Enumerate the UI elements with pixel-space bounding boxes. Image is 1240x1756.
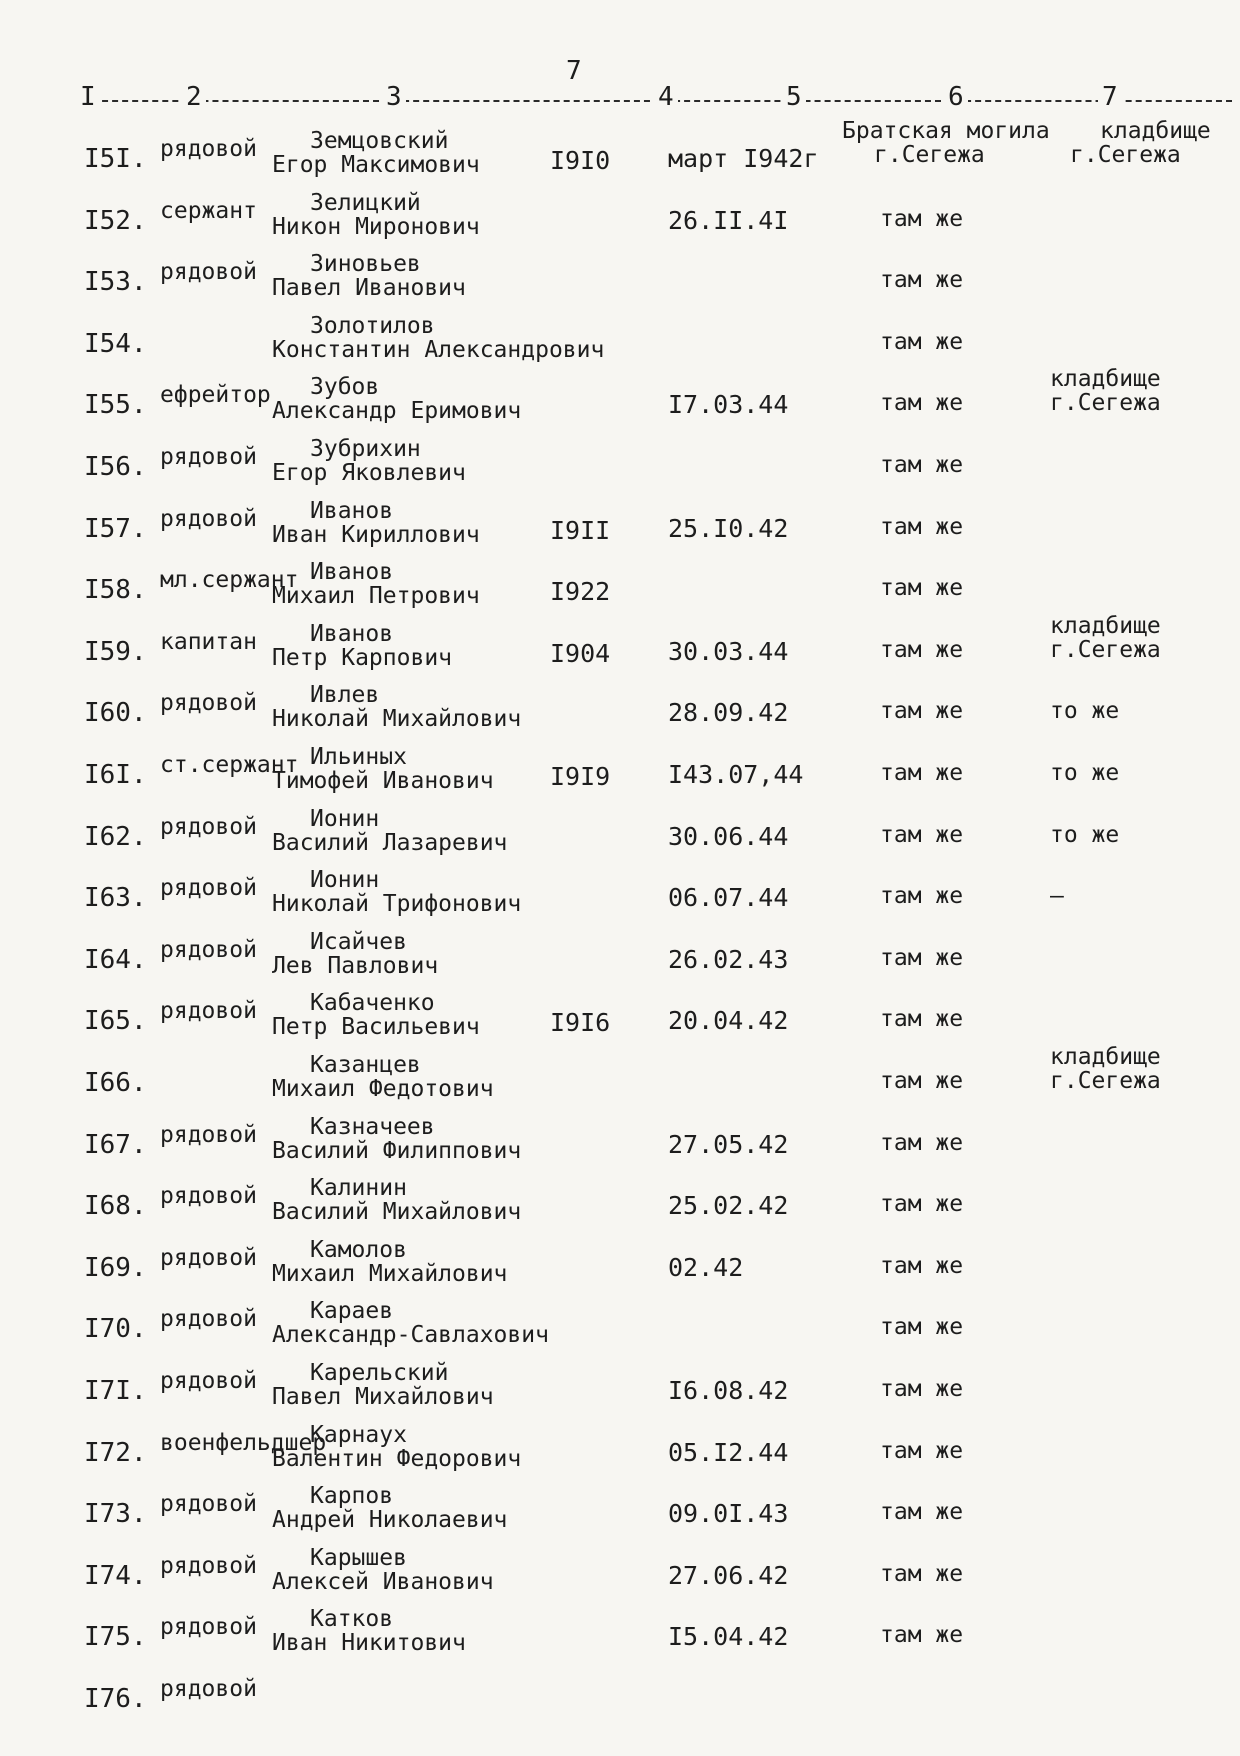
table-row bbox=[0, 189, 1240, 252]
record-rank: рядовой bbox=[160, 1552, 257, 1579]
record-rank: рядовой bbox=[160, 1491, 257, 1518]
record-rank: рядовой bbox=[160, 1244, 257, 1271]
record-rank: рядовой bbox=[160, 813, 257, 840]
record-death-date: 30.06.44 bbox=[668, 821, 789, 851]
record-given-names: Петр Карпович bbox=[272, 644, 453, 671]
record-burial-place: там же bbox=[880, 267, 964, 294]
record-number: I66. bbox=[84, 1068, 147, 1098]
table-row bbox=[0, 869, 1240, 929]
record-birth-year: I904 bbox=[550, 638, 611, 668]
record-given-names: Василий Филиппович bbox=[272, 1137, 522, 1164]
record-surname: Ионин bbox=[310, 867, 380, 894]
record-rank: ефрейтор bbox=[160, 382, 271, 409]
record-burial-place: там же bbox=[880, 328, 964, 355]
record-surname: Ивлев bbox=[310, 682, 380, 709]
header-cemetery-line2: г.Сегежа bbox=[1070, 142, 1181, 168]
record-burial-place: там же bbox=[880, 944, 964, 971]
record-number: I7I. bbox=[84, 1376, 147, 1406]
record-given-names: Василий Лазаревич bbox=[272, 829, 508, 856]
record-given-names: Николай Михайлович bbox=[272, 706, 522, 733]
record-rank: рядовой bbox=[160, 1306, 257, 1333]
record-burial-place: там же bbox=[880, 1622, 964, 1649]
record-surname: Камолов bbox=[310, 1236, 407, 1263]
record-surname: Карельский bbox=[310, 1360, 449, 1386]
table-row bbox=[0, 253, 1240, 313]
record-rank: рядовой bbox=[160, 1121, 257, 1148]
record-burial-place: там же bbox=[880, 452, 964, 478]
record-given-names: Андрей Николаевич bbox=[272, 1507, 508, 1534]
record-given-names: Валентин Федорович bbox=[272, 1445, 522, 1472]
record-given-names: Тимофей Иванович bbox=[272, 768, 494, 794]
record-note-line2: г.Сегежа bbox=[1050, 1068, 1161, 1094]
column-number-6: 6 bbox=[944, 82, 968, 112]
record-number: I55. bbox=[84, 390, 147, 421]
record-given-names: Лев Павлович bbox=[272, 952, 439, 979]
record-given-names: Константин Александрович bbox=[272, 336, 605, 363]
record-death-date: 02.42 bbox=[668, 1252, 744, 1282]
record-death-date: 26.II.4I bbox=[668, 205, 789, 235]
record-surname: Кабаченко bbox=[310, 990, 435, 1017]
record-burial-place: там же bbox=[880, 390, 964, 417]
record-given-names: Никон Миронович bbox=[272, 213, 480, 240]
header-burial-line2: г.Сегежа bbox=[874, 142, 985, 168]
record-rank: рядовой bbox=[160, 1368, 257, 1394]
column-number-4: 4 bbox=[654, 82, 678, 112]
table-row bbox=[0, 928, 1240, 991]
record-burial-place: там же bbox=[880, 1560, 964, 1587]
record-death-date: март I942г bbox=[668, 144, 819, 173]
record-rank: рядовой bbox=[160, 936, 257, 963]
table-row bbox=[0, 1608, 1240, 1668]
record-burial-place: там же bbox=[880, 698, 964, 725]
record-birth-year: I9I6 bbox=[550, 1008, 611, 1038]
record-given-names: Василий Михайлович bbox=[272, 1199, 522, 1226]
record-number: I67. bbox=[84, 1129, 147, 1160]
table-row bbox=[0, 1113, 1240, 1176]
record-note-line2: – bbox=[1050, 883, 1064, 910]
table-row bbox=[0, 684, 1240, 744]
record-burial-place: там же bbox=[880, 760, 964, 786]
record-note-line2: г.Сегежа bbox=[1050, 636, 1161, 663]
record-burial-place: там же bbox=[880, 1376, 964, 1402]
record-rank: рядовой bbox=[160, 444, 257, 470]
record-death-date: 27.06.42 bbox=[668, 1560, 789, 1590]
table-row bbox=[0, 1544, 1240, 1607]
column-number-3: 3 bbox=[382, 82, 406, 112]
page-number: 7 bbox=[566, 56, 582, 86]
column-number-5: 5 bbox=[782, 82, 806, 112]
table-row bbox=[0, 130, 1240, 190]
record-rank: рядовой bbox=[160, 875, 257, 902]
table-row bbox=[0, 1300, 1240, 1360]
record-burial-place: там же bbox=[880, 1129, 964, 1156]
record-given-names: Михаил Михайлович bbox=[272, 1260, 508, 1287]
record-death-date: I7.03.44 bbox=[668, 390, 789, 420]
table-row bbox=[0, 612, 1240, 683]
record-death-date: 06.07.44 bbox=[668, 883, 789, 913]
record-death-date: 26.02.43 bbox=[668, 944, 789, 974]
record-number: I59. bbox=[84, 636, 147, 667]
column-number-7: 7 bbox=[1098, 82, 1122, 112]
record-number: I62. bbox=[84, 821, 147, 852]
record-number: I76. bbox=[84, 1684, 147, 1714]
record-rank: рядовой bbox=[160, 1614, 257, 1641]
record-burial-place: там же bbox=[880, 205, 964, 232]
record-number: I5I. bbox=[84, 144, 147, 174]
record-burial-place: там же bbox=[880, 1068, 964, 1094]
record-rank: рядовой bbox=[160, 1676, 257, 1702]
record-given-names: Петр Васильевич bbox=[272, 1014, 480, 1041]
table-row bbox=[0, 366, 1240, 436]
record-surname: Зелицкий bbox=[310, 189, 421, 216]
record-rank: сержант bbox=[160, 197, 257, 224]
record-rank: рядовой bbox=[160, 998, 257, 1025]
record-number: I53. bbox=[84, 267, 147, 298]
record-surname: Катков bbox=[310, 1606, 394, 1633]
record-note-line1: кладбище bbox=[1050, 612, 1161, 639]
record-surname: Земцовский bbox=[310, 128, 449, 154]
record-death-date: I6.08.42 bbox=[668, 1376, 789, 1405]
record-rank: рядовой bbox=[160, 505, 257, 532]
record-rank: рядовой bbox=[160, 259, 257, 286]
record-number: I73. bbox=[84, 1499, 147, 1530]
table-row bbox=[0, 497, 1240, 560]
record-burial-place: там же bbox=[880, 1252, 964, 1279]
table-row bbox=[0, 1044, 1240, 1114]
record-rank: капитан bbox=[160, 628, 257, 655]
record-surname: Зиновьев bbox=[310, 251, 421, 278]
record-surname: Калинин bbox=[310, 1175, 407, 1202]
table-row bbox=[0, 1236, 1240, 1299]
record-note-line2: то же bbox=[1050, 698, 1120, 725]
record-rank: ст.сержант bbox=[160, 752, 299, 778]
record-number: I63. bbox=[84, 883, 147, 914]
record-death-date: 25.02.42 bbox=[668, 1191, 789, 1221]
record-death-date: 05.I2.44 bbox=[668, 1437, 789, 1467]
record-burial-place: там же bbox=[880, 636, 964, 663]
record-burial-place: там же bbox=[880, 1314, 964, 1341]
record-burial-place: там же bbox=[880, 1499, 964, 1526]
record-surname: Ионин bbox=[310, 805, 380, 832]
record-number: I58. bbox=[84, 575, 147, 606]
record-death-date: 27.05.42 bbox=[668, 1129, 789, 1159]
record-birth-year: I9I9 bbox=[550, 762, 611, 791]
record-surname: Карнаух bbox=[310, 1421, 407, 1448]
record-rank: рядовой bbox=[160, 136, 257, 162]
record-death-date: 09.0I.43 bbox=[668, 1499, 789, 1529]
record-burial-place: там же bbox=[880, 821, 964, 848]
record-given-names: Александр Еримович bbox=[272, 398, 522, 425]
record-note-line2: то же bbox=[1050, 760, 1120, 786]
record-number: I75. bbox=[84, 1622, 147, 1653]
table-row bbox=[0, 1362, 1240, 1422]
record-given-names: Алексей Иванович bbox=[272, 1568, 494, 1595]
record-death-date: 30.03.44 bbox=[668, 636, 789, 666]
record-given-names: Павел Иванович bbox=[272, 275, 466, 302]
record-burial-place: там же bbox=[880, 1191, 964, 1218]
record-number: I70. bbox=[84, 1314, 147, 1345]
record-death-date: 28.09.42 bbox=[668, 698, 789, 728]
record-surname: Исайчев bbox=[310, 928, 407, 955]
record-number: I52. bbox=[84, 205, 147, 236]
record-surname: Иванов bbox=[310, 497, 394, 524]
record-death-date: I43.07,44 bbox=[668, 760, 804, 789]
record-given-names: Михаил Федотович bbox=[272, 1076, 494, 1102]
table-row bbox=[0, 1485, 1240, 1545]
record-rank: военфельдшер bbox=[160, 1429, 327, 1456]
record-birth-year: I9I0 bbox=[550, 146, 611, 175]
record-number: I54. bbox=[84, 328, 147, 359]
record-surname: Золотилов bbox=[310, 312, 435, 339]
record-note-line2: г.Сегежа bbox=[1050, 390, 1161, 417]
record-surname: Караев bbox=[310, 1298, 394, 1325]
record-birth-year: I922 bbox=[550, 577, 611, 607]
record-surname: Иванов bbox=[310, 620, 394, 647]
record-surname: Зубрихин bbox=[310, 436, 421, 462]
record-number: I60. bbox=[84, 698, 147, 729]
record-given-names: Егор Яковлевич bbox=[272, 460, 466, 486]
record-burial-place: там же bbox=[880, 513, 964, 540]
record-number: I74. bbox=[84, 1560, 147, 1591]
record-number: I65. bbox=[84, 1006, 147, 1037]
record-note-line1: кладбище bbox=[1050, 1044, 1161, 1070]
record-death-date: 25.I0.42 bbox=[668, 513, 789, 543]
record-given-names: Иван Никитович bbox=[272, 1630, 466, 1657]
table-row bbox=[0, 805, 1240, 868]
record-number: I68. bbox=[84, 1191, 147, 1222]
record-burial-place: там же bbox=[880, 575, 964, 602]
table-row bbox=[0, 438, 1240, 498]
record-given-names: Павел Михайлович bbox=[272, 1384, 494, 1410]
record-given-names: Николай Трифонович bbox=[272, 891, 522, 918]
record-surname: Иванов bbox=[310, 559, 394, 586]
record-surname: Карышев bbox=[310, 1544, 407, 1571]
record-burial-place: там же bbox=[880, 883, 964, 910]
record-surname: Казанцев bbox=[310, 1052, 421, 1078]
column-number-2: 2 bbox=[182, 82, 206, 112]
table-row bbox=[0, 1421, 1240, 1484]
record-number: I64. bbox=[84, 944, 147, 975]
record-given-names: Егор Максимович bbox=[272, 152, 480, 178]
record-note-line2: то же bbox=[1050, 821, 1120, 848]
record-surname: Ильиных bbox=[310, 744, 407, 770]
record-number: I72. bbox=[84, 1437, 147, 1468]
column-number-header bbox=[82, 78, 1232, 122]
record-number: I69. bbox=[84, 1252, 147, 1283]
header-cemetery-line1: кладбище bbox=[1100, 118, 1211, 144]
record-birth-year: I9II bbox=[550, 515, 611, 545]
record-rank: рядовой bbox=[160, 1183, 257, 1210]
table-row bbox=[0, 746, 1240, 806]
table-row bbox=[0, 1670, 1240, 1730]
record-given-names: Александр-Савлахович bbox=[272, 1322, 549, 1349]
table-row bbox=[0, 1177, 1240, 1237]
record-surname: Казначеев bbox=[310, 1113, 435, 1140]
record-rank: рядовой bbox=[160, 690, 257, 717]
record-rank: мл.сержант bbox=[160, 567, 299, 594]
record-burial-place: там же bbox=[880, 1006, 964, 1033]
record-death-date: 20.04.42 bbox=[668, 1006, 789, 1036]
record-number: I57. bbox=[84, 513, 147, 544]
column-number-1: I bbox=[76, 82, 100, 112]
record-burial-place: там же bbox=[880, 1437, 964, 1464]
header-burial-line1: Братская могила bbox=[842, 118, 1050, 144]
record-given-names: Михаил Петрович bbox=[272, 583, 480, 610]
record-surname: Карпов bbox=[310, 1483, 394, 1510]
record-death-date: I5.04.42 bbox=[668, 1622, 789, 1652]
record-number: I6I. bbox=[84, 760, 147, 790]
record-surname: Зубов bbox=[310, 374, 380, 401]
record-note-line1: кладбище bbox=[1050, 366, 1161, 393]
record-number: I56. bbox=[84, 452, 147, 482]
record-given-names: Иван Кириллович bbox=[272, 521, 480, 548]
